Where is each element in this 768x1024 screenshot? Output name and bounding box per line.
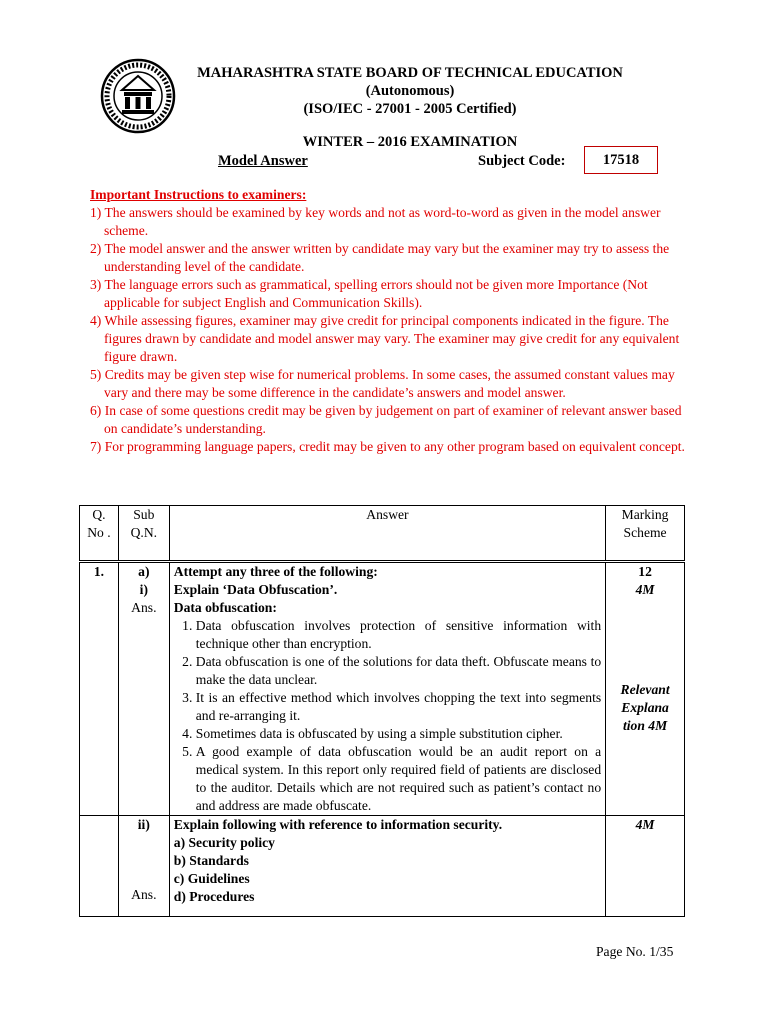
answer-cell xyxy=(169,562,605,816)
list-item: d) Procedures xyxy=(173,889,255,904)
question-number-empty xyxy=(80,816,119,917)
sub-question-a: a) xyxy=(138,564,150,579)
marks-relevant-explanation: Relevant Explana tion 4M xyxy=(620,682,670,733)
question-instruction: Attempt any three of the following: xyxy=(173,564,378,579)
header-subqn: Sub Q.N. xyxy=(118,506,169,562)
instruction-item: 1) The answers should be examined by key words and not as word-to-word as given in the model answer scheme. xyxy=(90,205,661,238)
answer-cell xyxy=(169,816,605,917)
sub-question-cell xyxy=(118,816,169,917)
instruction-item: 2) The model answer and the answer written by candidate may vary but the examiner may try to assess the understanding level of the candidate. xyxy=(90,241,670,274)
question-text: Explain ‘Data Obfuscation’. xyxy=(173,582,338,597)
instructions-title: Important Instructions to examiners: xyxy=(90,187,307,202)
header-answer: Answer xyxy=(169,506,605,562)
question-number: 1. xyxy=(80,562,119,816)
ans-label: Ans. xyxy=(131,600,157,615)
list-item: c) Guidelines xyxy=(173,871,250,886)
header-marking-scheme: Marking Scheme xyxy=(606,506,685,562)
sub-question-i: i) xyxy=(139,582,148,597)
model-answer-label: Model Answer xyxy=(218,153,308,169)
instruction-item: 5) Credits may be given step wise for numerical problems. In some cases, the assumed constant values may vary and there may be some difference in the candidate’s answers and model answer. xyxy=(90,367,675,400)
table-row xyxy=(80,816,685,917)
answer-table xyxy=(79,505,685,917)
marking-cell xyxy=(606,816,685,917)
list-item: 3. It is an effective method which involves chopping the text into segments and re-arranging it. xyxy=(196,689,601,725)
instruction-item: 6) In case of some questions credit may be given by judgement on part of examiner of relevant answer based on candidate’s understanding. xyxy=(90,403,682,436)
list-item: 4. Sometimes data is obfuscated by using a simple substitution cipher. xyxy=(196,725,601,743)
exam-title: WINTER – 2016 EXAMINATION xyxy=(302,134,518,150)
sub-question-cell xyxy=(118,562,169,816)
msbte-logo-icon xyxy=(100,58,176,134)
marks-question: 4M xyxy=(635,817,655,832)
ans-label: Ans. xyxy=(131,887,157,902)
marks-total: 12 xyxy=(638,564,652,579)
certification-label: (ISO/IEC - 27001 - 2005 Certified) xyxy=(303,101,517,117)
marking-cell xyxy=(606,562,685,816)
list-item: a) Security policy xyxy=(173,835,275,850)
list-item: 1. Data obfuscation involves protection of sensitive information with technique other than encryption. xyxy=(196,617,601,653)
autonomous-label: (Autonomous) xyxy=(365,83,455,99)
examiner-instructions xyxy=(90,186,690,456)
instruction-item: 3) The language errors such as grammatical, spelling errors should not be given more Importance (Not applicable for subject English and Communication Skills). xyxy=(90,277,648,310)
list-item: 5. A good example of data obfuscation would be an audit report on a medical system. In this report only required field of patients are disclosed to the auditor. Details which are not required such as patient’s contact no and address are made obfuscate. xyxy=(196,743,601,815)
board-name: MAHARASHTRA STATE BOARD OF TECHNICAL EDUCATION xyxy=(197,65,623,81)
table-row xyxy=(80,562,685,816)
answer-heading: Data obfuscation: xyxy=(173,600,277,615)
header-qno: Q. No . xyxy=(80,506,119,562)
subject-code-box: 17518 xyxy=(584,146,658,174)
list-item: b) Standards xyxy=(173,853,249,868)
answer-points xyxy=(174,617,601,815)
page-number: Page No. 1/35 xyxy=(596,944,674,959)
sub-question-ii: ii) xyxy=(137,817,150,832)
instruction-item: 4) While assessing figures, examiner may give credit for principal components indicated in the figure. The figures drawn by candidate and model answer may vary. The examiner may give credit for any equivalent figure drawn. xyxy=(90,313,680,364)
marks-question: 4M xyxy=(635,582,655,597)
question-text: Explain following with reference to information security. xyxy=(173,817,503,832)
table-header-row xyxy=(80,506,685,562)
list-item: 2. Data obfuscation is one of the solutions for data theft. Obfuscate means to make the data unclear. xyxy=(196,653,601,689)
instruction-item: 7) For programming language papers, credit may be given to any other program based on equivalent concept. xyxy=(90,439,685,454)
subject-code-label: Subject Code: xyxy=(478,153,566,169)
